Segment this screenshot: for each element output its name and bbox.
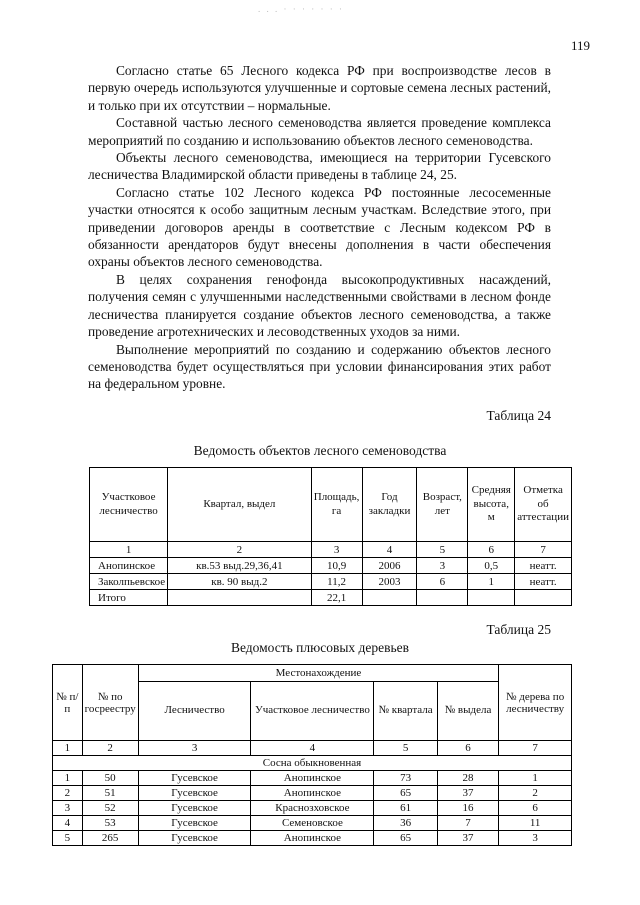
table-cell: Гусевское xyxy=(138,831,251,846)
table-cell: Семеновское xyxy=(251,816,374,831)
table-cell xyxy=(362,590,417,606)
table-cell: 7 xyxy=(515,542,572,558)
table-row xyxy=(53,816,572,831)
table-cell: 16 xyxy=(437,801,498,816)
table-cell xyxy=(515,590,572,606)
table-cell: 6 xyxy=(499,801,572,816)
table25-header-cell: Лесничество xyxy=(138,682,251,741)
table24-header-row xyxy=(90,468,572,542)
table24-header-cell: Отметка об аттестации xyxy=(515,468,572,542)
page-number: 119 xyxy=(570,38,590,53)
table-cell: Анопинское xyxy=(251,786,374,801)
scan-artifact: . . . · · · · · · · xyxy=(258,4,344,14)
table-cell: Краснозховское xyxy=(251,801,374,816)
table-cell: 2006 xyxy=(362,558,417,574)
table-cell: 1 xyxy=(53,771,83,786)
table25-header-row xyxy=(53,665,572,682)
table-row xyxy=(53,831,572,846)
body-text xyxy=(88,62,551,393)
table-cell: неатт. xyxy=(515,558,572,574)
table-cell: 7 xyxy=(499,741,572,756)
table-cell: Заколпьевское xyxy=(90,574,168,590)
table25-header-cell: Местонахождение xyxy=(138,665,499,682)
table25-header-cell: № п/п xyxy=(53,665,83,741)
table-row xyxy=(53,786,572,801)
table-row xyxy=(90,558,572,574)
table-cell: 61 xyxy=(374,801,438,816)
table-cell: Гусевское xyxy=(138,816,251,831)
paragraph: Согласно статье 65 Лесного кодекса РФ при воспроизводстве лесов в первую очередь используются улучшенные и сортовые семена лесных растений, и только при их отсутствии – нормальные. xyxy=(88,63,551,113)
table-cell: Гусевское xyxy=(138,771,251,786)
table-cell: Гусевское xyxy=(138,801,251,816)
table25-colnum-row xyxy=(53,741,572,756)
table-cell: 4 xyxy=(251,741,374,756)
table-cell: 37 xyxy=(437,831,498,846)
table25-header-cell: Участковое лесничество xyxy=(251,682,374,741)
table-cell: 5 xyxy=(53,831,83,846)
table24-colnum-row xyxy=(90,542,572,558)
table-cell: 6 xyxy=(417,574,468,590)
table-cell: 5 xyxy=(374,741,438,756)
table-cell: 6 xyxy=(437,741,498,756)
table-row xyxy=(53,771,572,786)
table-cell: 28 xyxy=(437,771,498,786)
table-cell: 53 xyxy=(82,816,138,831)
table-cell: 7 xyxy=(437,816,498,831)
table-cell: Анопинское xyxy=(251,831,374,846)
table-cell: 2 xyxy=(499,786,572,801)
table-cell: 265 xyxy=(82,831,138,846)
table-cell: 2 xyxy=(82,741,138,756)
table-cell: 2003 xyxy=(362,574,417,590)
table25-section-row xyxy=(53,756,572,771)
table-cell: 0,5 xyxy=(468,558,515,574)
section-label: Сосна обыкновенная xyxy=(53,756,572,771)
table25-header-cell: № выдела xyxy=(437,682,498,741)
table-cell: 36 xyxy=(374,816,438,831)
table-cell: 2 xyxy=(53,786,83,801)
table-cell: 65 xyxy=(374,831,438,846)
table-cell: Гусевское xyxy=(138,786,251,801)
table24-header-cell: Год закладки xyxy=(362,468,417,542)
table25-header-cell: № дерева по лесничеству xyxy=(499,665,572,741)
table-cell: 1 xyxy=(90,542,168,558)
table-cell: неатт. xyxy=(515,574,572,590)
table-cell: 37 xyxy=(437,786,498,801)
table-cell: 11,2 xyxy=(311,574,362,590)
table-cell: 3 xyxy=(417,558,468,574)
table25-header-cell: № по госреестру xyxy=(82,665,138,741)
table24-total-row xyxy=(90,590,572,606)
table24-header-cell: Участковое лесничество xyxy=(90,468,168,542)
table-cell: 2 xyxy=(168,542,311,558)
table24-header-cell: Средняя высота, м xyxy=(468,468,515,542)
paragraph: Согласно статье 102 Лесного кодекса РФ постоянные лесосеменные участки относятся к особо защитным лесным участкам. Вследствие этого, при приведении договоров аренды в соответствие с Лесным кодексом РФ в обязанности арендаторов будут внесены дополнения в части обеспечения охраны объектов лесного семеноводства. xyxy=(88,184,551,270)
paragraph: Выполнение мероприятий по созданию и содержанию объектов лесного семеноводства будет осуществляться при условии финансирования этих работ на федеральном уровне. xyxy=(88,341,551,392)
table-cell: 11 xyxy=(499,816,572,831)
table-cell: 1 xyxy=(468,574,515,590)
paragraph: Объекты лесного семеноводства, имеющиеся на территории Гусевского лесничества Владимирской области приведены в таблице 24, 25. xyxy=(88,150,551,183)
table-cell xyxy=(468,590,515,606)
table-cell: 3 xyxy=(53,801,83,816)
paragraph: Составной частью лесного семеноводства является проведение комплекса мероприятий по созданию и использованию объектов лесного семеноводства. xyxy=(88,115,551,148)
table-cell: кв.53 выд.29,36,41 xyxy=(168,558,311,574)
table-cell: 73 xyxy=(374,771,438,786)
table24-title: Ведомость объектов лесного семеноводства xyxy=(193,443,447,458)
table-cell: 6 xyxy=(468,542,515,558)
table24-header-cell: Квартал, выдел xyxy=(168,468,311,542)
table-cell: Анопинское xyxy=(90,558,168,574)
table-cell: 3 xyxy=(138,741,251,756)
table-cell: 52 xyxy=(82,801,138,816)
table-cell: 3 xyxy=(499,831,572,846)
table-cell: 3 xyxy=(311,542,362,558)
total-area: 22,1 xyxy=(311,590,362,606)
table25-label: Таблица 25 xyxy=(486,622,551,637)
table-cell: 10,9 xyxy=(311,558,362,574)
table-row xyxy=(90,574,572,590)
table25-title: Ведомость плюсовых деревьев xyxy=(230,640,410,655)
table-cell: 1 xyxy=(53,741,83,756)
table-cell: 5 xyxy=(417,542,468,558)
table24-label: Таблица 24 xyxy=(486,408,551,423)
table-row xyxy=(53,801,572,816)
total-label: Итого xyxy=(90,590,168,606)
table24-header-cell: Площадь, га xyxy=(311,468,362,542)
table25-header-cell: № квартала xyxy=(374,682,438,741)
table-cell xyxy=(417,590,468,606)
table-cell: кв. 90 выд.2 xyxy=(168,574,311,590)
table-cell: 1 xyxy=(499,771,572,786)
table-cell: 4 xyxy=(362,542,417,558)
table-cell xyxy=(168,590,311,606)
table-cell: Анопинское xyxy=(251,771,374,786)
table24 xyxy=(89,467,572,606)
table25 xyxy=(52,664,572,846)
table-cell: 4 xyxy=(53,816,83,831)
table-cell: 51 xyxy=(82,786,138,801)
paragraph: В целях сохранения генофонда высокопродуктивных насаждений, получения семян с улучшенными наследственными свойствами в лесном фонде лесничества планируется создание объектов лесного семеноводства, а также проведение агротехнических и лесоводственных уходов за ними. xyxy=(88,271,551,340)
table-cell: 50 xyxy=(82,771,138,786)
table24-header-cell: Возраст, лет xyxy=(417,468,468,542)
table-cell: 65 xyxy=(374,786,438,801)
